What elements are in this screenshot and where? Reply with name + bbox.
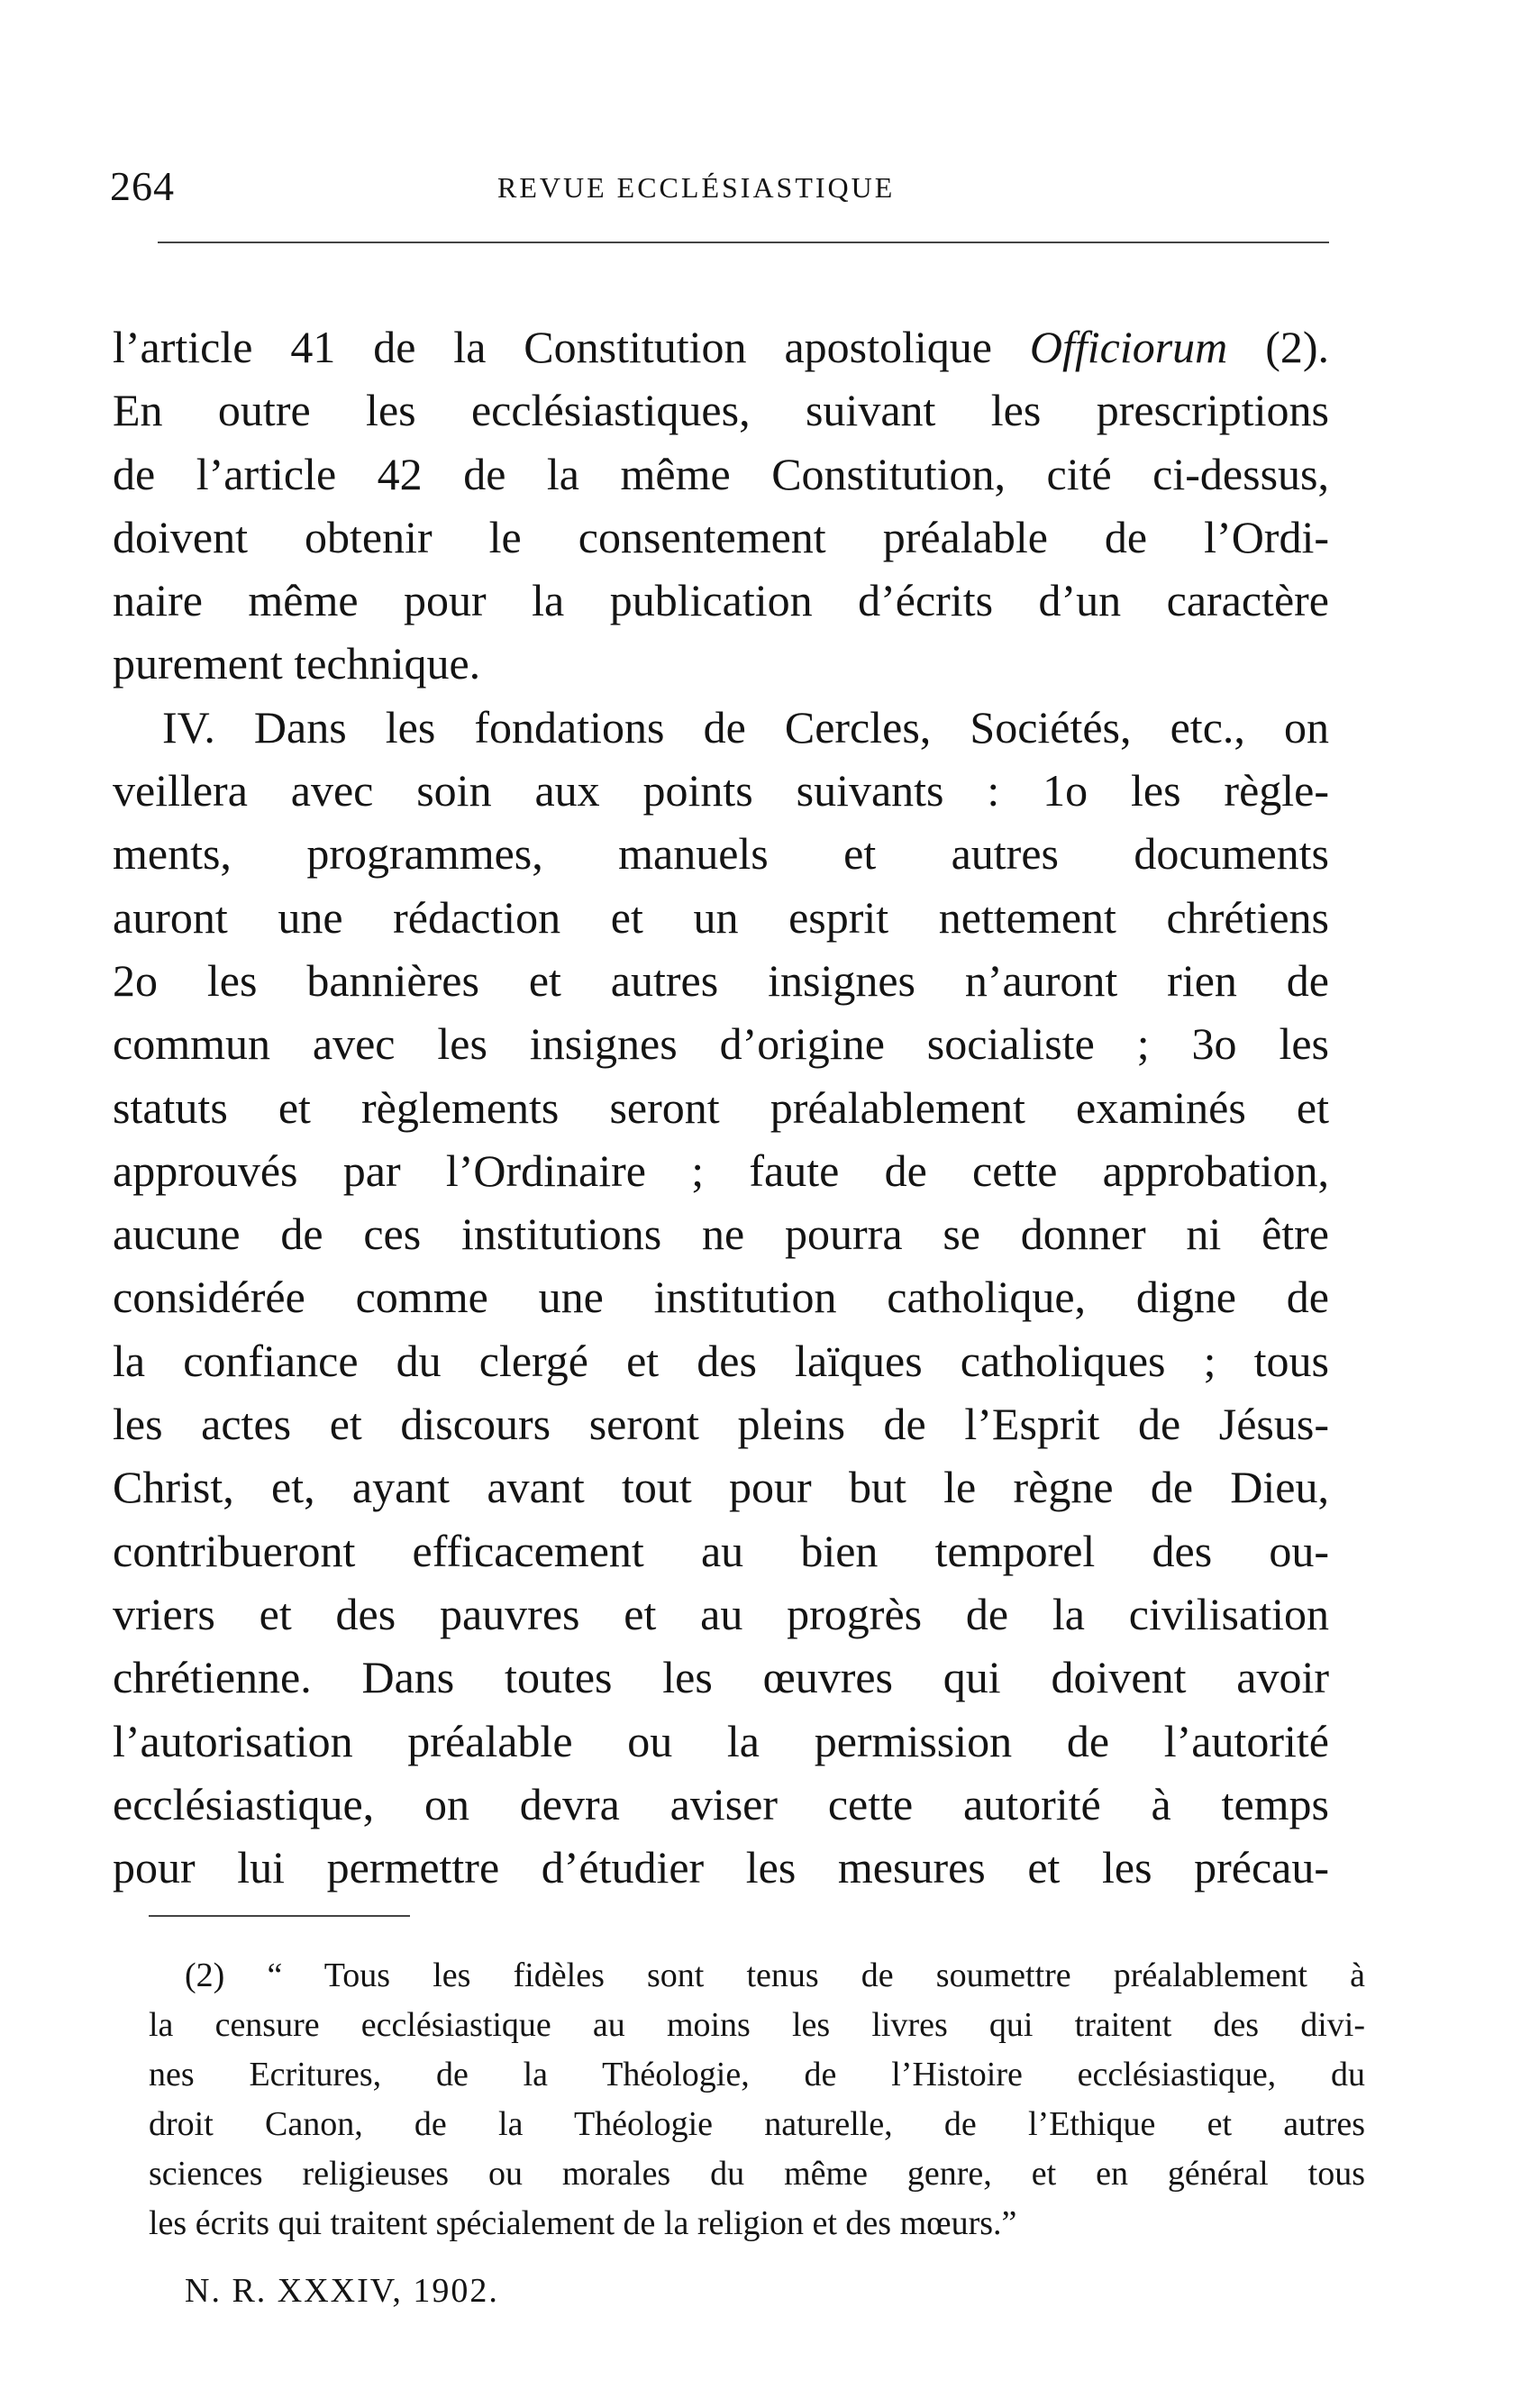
text-segment: (2). bbox=[1227, 322, 1329, 372]
text-line: approuvés par l’Ordinaire ; faute de cette approbation, bbox=[113, 1145, 1329, 1196]
text-line: commun avec les insignes d’origine socialiste ; 3o les bbox=[113, 1018, 1329, 1070]
footnote bbox=[149, 1951, 1365, 2248]
text-line: auront une rédaction et un esprit nettement chrétiens bbox=[113, 891, 1329, 943]
text-line: Christ, et, ayant avant tout pour but le règne de Dieu, bbox=[113, 1462, 1329, 1513]
text-line: purement technique. bbox=[113, 638, 481, 689]
text-line: pour lui permettre d’étudier les mesures et les précau- bbox=[113, 1842, 1329, 1893]
text-line: ecclésiastique, on devra aviser cette autorité à temps bbox=[113, 1778, 1329, 1829]
header-rule bbox=[158, 242, 1329, 243]
text-line: En outre les ecclésiastiques, suivant les prescriptions bbox=[113, 385, 1329, 436]
page-header bbox=[110, 153, 1326, 225]
footnote-line: droit Canon, de la Théologie naturelle, de l’Ethique et autres bbox=[149, 2105, 1365, 2143]
text-line: de l’article 42 de la même Constitution, cité ci-dessus, bbox=[113, 448, 1329, 499]
footnote-line: les écrits qui traitent spécialement de la religion et des mœurs.” bbox=[149, 2204, 1017, 2242]
running-head: REVUE ECCLÉSIASTIQUE bbox=[497, 171, 896, 204]
text-line: doivent obtenir le consentement préalable de l’Ordi- bbox=[113, 511, 1329, 562]
footnote-line: (2) “ Tous les fidèles sont tenus de soumettre préalablement à bbox=[185, 1957, 1365, 1994]
text-line: vriers et des pauvres et au progrès de la civilisation bbox=[113, 1588, 1329, 1639]
footnote-line: sciences religieuses ou morales du même genre, et en général tous bbox=[149, 2155, 1365, 2193]
text-line: aucune de ces institutions ne pourra se donner ni être bbox=[113, 1209, 1329, 1260]
text-line: chrétienne. Dans toutes les œuvres qui doivent avoir bbox=[113, 1652, 1329, 1703]
footnote-rule bbox=[149, 1915, 410, 1917]
text-line: ments, programmes, manuels et autres documents bbox=[113, 828, 1329, 880]
text-line: l’autorisation préalable ou la permission de l’autorité bbox=[113, 1715, 1329, 1766]
footnote-line: la censure ecclésiastique au moins les livres qui traitent des divi- bbox=[149, 2006, 1365, 2044]
text-line: la confiance du clergé et des laïques catholiques ; tous bbox=[113, 1335, 1329, 1386]
text-line: les actes et discours seront pleins de l’Esprit de Jésus- bbox=[113, 1399, 1329, 1450]
text-segment: l’article 41 de la Constitution apostolique bbox=[113, 322, 1030, 372]
footnote-source: N. R. XXXIV, 1902. bbox=[185, 2272, 499, 2310]
text-line: IV. Dans les fondations de Cercles, Sociétés, etc., on bbox=[162, 701, 1329, 752]
page-number: 264 bbox=[110, 163, 175, 209]
text-line: naire même pour la publication d’écrits d’un caractère bbox=[113, 575, 1329, 626]
footnote-line: nes Ecritures, de la Théologie, de l’Histoire ecclésiastique, du bbox=[149, 2056, 1365, 2093]
text-line: veillera avec soin aux points suivants : 1o les règle- bbox=[113, 765, 1329, 816]
main-text bbox=[113, 315, 1329, 1899]
italic-title: Officiorum bbox=[1029, 322, 1228, 372]
text-line: considérée comme une institution catholique, digne de bbox=[113, 1272, 1329, 1323]
text-line: contribueront efficacement au bien temporel des ou- bbox=[113, 1525, 1329, 1576]
text-line bbox=[113, 315, 1329, 379]
text-line: 2o les bannières et autres insignes n’auront rien de bbox=[113, 954, 1329, 1006]
text-line: statuts et règlements seront préalablement examinés et bbox=[113, 1081, 1329, 1133]
